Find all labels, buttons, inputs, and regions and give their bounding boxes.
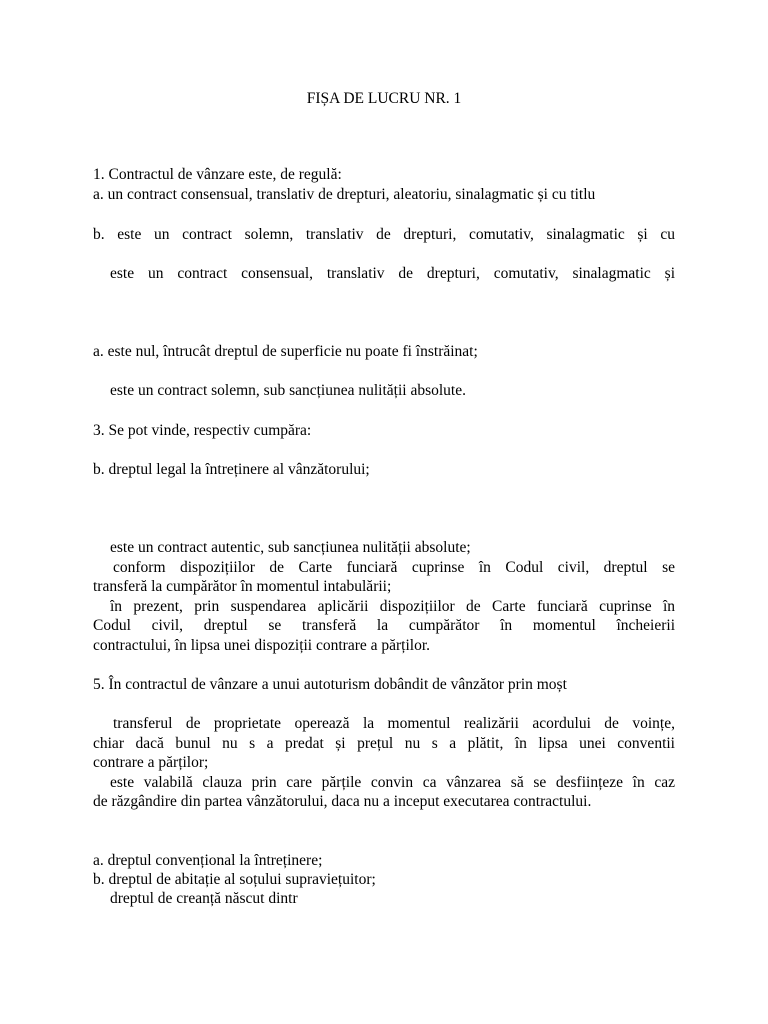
question-3: 3. Se pot vinde, respectiv cumpăra:: [93, 422, 312, 439]
q4-option-a: este un contract autentic, sub sancțiunea nulității absolute;: [110, 539, 471, 556]
q1-option-a: a. un contract consensual, translativ de drepturi, aleatoriu, sinalagmatic și cu titlu: [93, 186, 596, 203]
q5-option-a-line3: contrare a părților;: [93, 754, 209, 771]
q6-option-c: dreptul de creanță născut dintr: [110, 890, 298, 907]
q4-option-b-line2: transferă la cumpărător în momentul intabulării;: [93, 578, 392, 595]
q2-option-a: a. este nul, întrucât dreptul de superficie nu poate fi înstrăinat;: [93, 343, 478, 360]
q4-option-c-line2: Codul civil, dreptul se transferă la cumpărător în momentul încheierii: [93, 617, 675, 634]
q4-option-c-line3: contractului, în lipsa unei dispoziții contrare a părților.: [93, 637, 431, 654]
q5-option-b-line2: de răzgândire din partea vânzătorului, daca nu a inceput executarea contractului.: [93, 793, 592, 810]
q5-option-a-line2: chiar dacă bunul nu s a predat și prețul nu s a plătit, în lipsa unei conventii: [93, 735, 675, 752]
question-5: 5. În contractul de vânzare a unui autoturism dobândit de vânzător prin moșt: [93, 676, 567, 693]
q3-option-b: b. dreptul legal la întreținere al vânzătorului;: [93, 461, 370, 478]
question-1: 1. Contractul de vânzare este, de regulă:: [93, 166, 342, 183]
q1-option-c: este un contract consensual, translativ de drepturi, comutativ, sinalagmatic și: [110, 265, 675, 282]
q2-option-c: este un contract solemn, sub sancțiunea nulității absolute.: [110, 382, 466, 399]
q5-option-b-line1: este valabilă clauza prin care părțile convin ca vânzarea să se desființeze în caz: [110, 774, 675, 791]
q5-option-a-line1: transferul de proprietate operează la momentul realizării acordului de voințe,: [113, 715, 675, 732]
q1-option-b: b. este un contract solemn, translativ de drepturi, comutativ, sinalagmatic și cu: [93, 226, 675, 243]
q4-option-b-line1: conform dispozițiilor de Carte funciară cuprinse în Codul civil, dreptul se: [113, 559, 675, 576]
page-title: FIȘA DE LUCRU NR. 1: [306, 90, 462, 107]
q6-option-b: b. dreptul de abitație al soțului supraviețuitor;: [93, 871, 376, 888]
q6-option-a: a. dreptul convențional la întreținere;: [93, 852, 323, 869]
q4-option-c-line1: în prezent, prin suspendarea aplicării dispozițiilor de Carte funciară cuprinse în: [110, 598, 675, 615]
